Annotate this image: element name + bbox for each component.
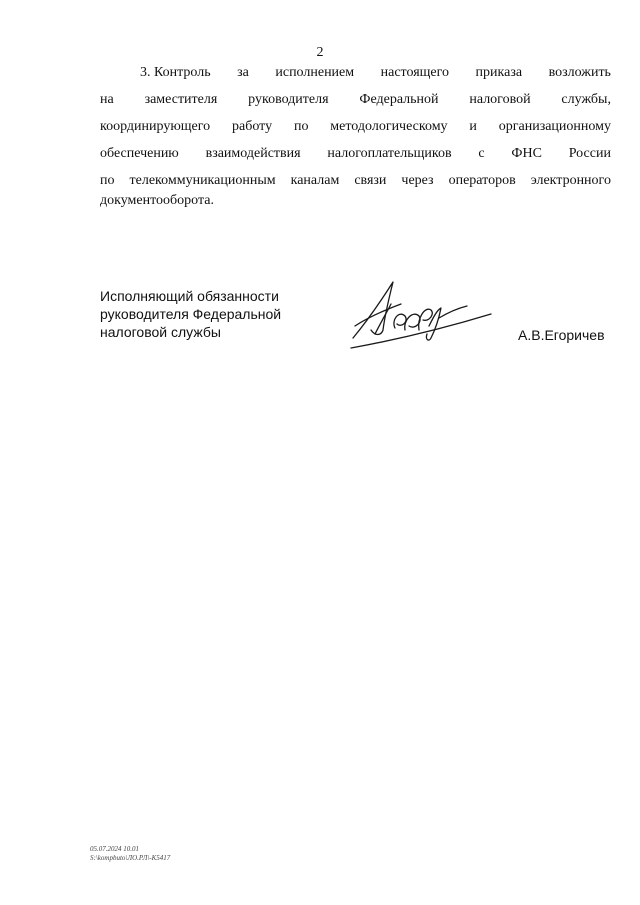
word: приказа bbox=[475, 65, 523, 80]
word: через bbox=[401, 173, 434, 188]
word: по bbox=[293, 119, 309, 134]
word: координирующего bbox=[100, 119, 211, 134]
word: службы, bbox=[561, 92, 611, 107]
footer-file-path: S:\kompbuto\ЛО.РЛ\-К5417 bbox=[90, 854, 171, 862]
word: телекоммуникационным bbox=[129, 173, 276, 188]
word: работу bbox=[232, 119, 273, 134]
signer-title-line-3: налоговой службы bbox=[100, 324, 221, 340]
word: по bbox=[100, 173, 115, 188]
paragraph-line-5 bbox=[100, 172, 611, 190]
word: на bbox=[100, 92, 114, 107]
paragraph-line-2 bbox=[100, 91, 611, 109]
word: и bbox=[469, 119, 477, 134]
paragraph-line-4 bbox=[100, 145, 611, 163]
page-number: 2 bbox=[316, 45, 324, 60]
word: связи bbox=[354, 173, 387, 188]
paragraph-last-line: документооборота. bbox=[100, 193, 214, 208]
word: взаимодействия bbox=[205, 146, 301, 161]
signer-name: А.В.Егоричев bbox=[518, 327, 605, 343]
word: 3. Контроль bbox=[140, 65, 211, 80]
paragraph-line-3 bbox=[100, 118, 611, 136]
word: каналам bbox=[290, 173, 340, 188]
signer-title-line-1: Исполняющий обязанности bbox=[100, 288, 279, 304]
word: настоящего bbox=[380, 65, 450, 80]
word: с bbox=[478, 146, 485, 161]
word: электронного bbox=[530, 173, 611, 188]
word: руководителя bbox=[248, 92, 329, 107]
word: организационному bbox=[498, 119, 611, 134]
word: налогоплательщиков bbox=[327, 146, 452, 161]
word: ФНС bbox=[511, 146, 542, 161]
paragraph-line-1 bbox=[140, 64, 611, 82]
signer-title-line-2: руководителя Федеральной bbox=[100, 306, 282, 322]
word: Федеральной bbox=[359, 92, 439, 107]
footer-timestamp: 05.07.2024 10.01 bbox=[90, 845, 139, 853]
word: исполнением bbox=[275, 65, 355, 80]
word: методологическому bbox=[330, 119, 448, 134]
handwritten-signature bbox=[345, 274, 495, 354]
word: возложить bbox=[548, 65, 611, 80]
word: заместителя bbox=[144, 92, 218, 107]
word: налоговой bbox=[469, 92, 531, 107]
word: за bbox=[237, 65, 249, 80]
word: России bbox=[568, 146, 611, 161]
word: обеспечению bbox=[100, 146, 179, 161]
word: операторов bbox=[448, 173, 516, 188]
